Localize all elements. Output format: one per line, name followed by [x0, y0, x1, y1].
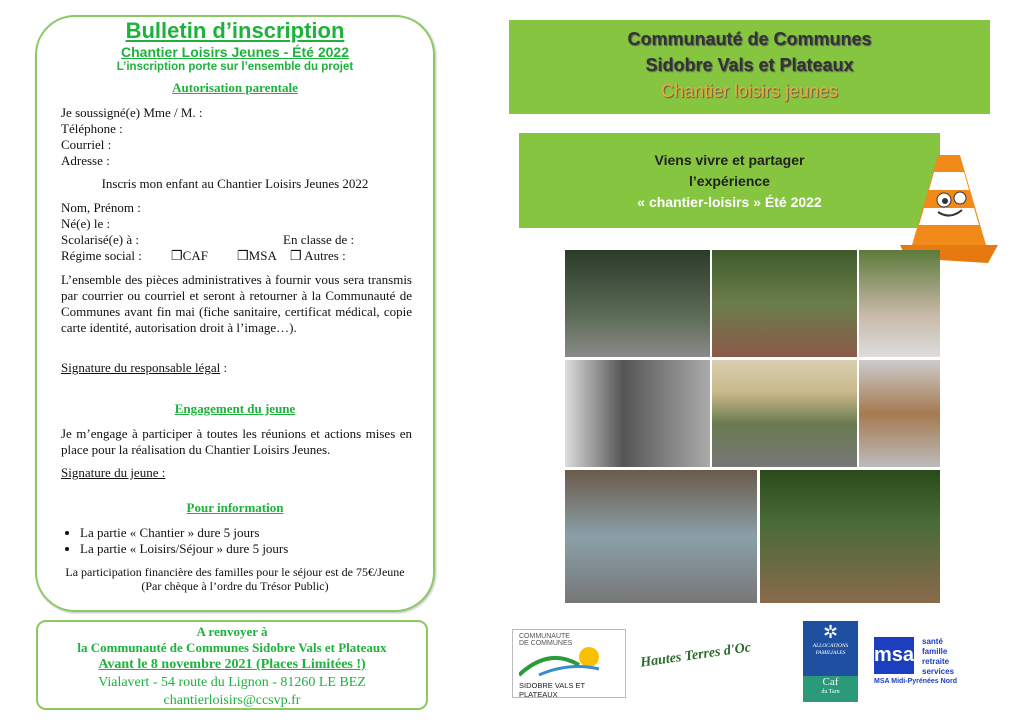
photo-garden	[712, 250, 857, 357]
parent-fields	[61, 105, 203, 169]
field-email[interactable]: Courriel :	[61, 137, 112, 152]
return-email[interactable]: chantierloisirs@ccsvp.fr	[163, 693, 301, 708]
header-banner	[509, 20, 990, 114]
photo-workshop-indoor	[565, 360, 710, 467]
enroll-text: Inscris mon enfant au Chantier Loisirs Jeunes 2022	[101, 176, 369, 191]
logo-msa-words	[922, 637, 954, 677]
logo-ccsvp-top: COMMUNAUTE DE COMMUNES	[519, 633, 573, 647]
checkbox-other[interactable]: ❒ Autres :	[290, 248, 346, 263]
logo-ccsvp	[512, 629, 626, 698]
info-list	[80, 525, 288, 557]
fee-note: (Par chèque à l’ordre du Trésor Public)	[141, 579, 329, 593]
caf-people-icon: ✲	[822, 622, 839, 642]
form-subtitle: Chantier Loisirs Jeunes - Été 2022	[121, 44, 349, 60]
photo-painting	[859, 360, 940, 467]
field-school[interactable]: Scolarisé(e) à :	[61, 232, 139, 247]
return-box	[36, 620, 428, 710]
engagement-text: Je m’engage à participer à toutes les réunions et actions mises en place pour la réalisation du Chantier Loisirs Jeunes.	[61, 426, 412, 457]
checkbox-msa[interactable]: ❒MSA	[237, 248, 277, 263]
photo-parking	[712, 360, 857, 467]
field-phone[interactable]: Téléphone :	[61, 121, 123, 136]
return-line1: A renvoyer à	[196, 624, 268, 639]
logo-msa-bottom: MSA Midi-Pyrénées Nord	[874, 678, 957, 685]
form-note: L’inscription porte sur l’ensemble du projet	[116, 61, 354, 73]
tagline-box	[519, 133, 940, 228]
info-heading: Pour information	[186, 500, 284, 515]
logo-ccsvp-bottom: SIDOBRE VALS ET PLATEAUX	[519, 681, 585, 699]
checkbox-caf[interactable]: ❒CAF	[171, 248, 208, 263]
header-line3: Chantier loisirs jeunes	[660, 81, 839, 101]
photo-digging	[760, 470, 940, 603]
return-deadline: Avant le 8 novembre 2021 (Places Limitées !)	[98, 657, 366, 672]
tagline-line2: l’expérience	[689, 173, 770, 189]
return-line2: la Communauté de Communes Sidobre Vals et Plateaux	[77, 640, 387, 655]
signature-legal-colon: :	[220, 360, 228, 375]
header-line1: Communauté de Communes	[627, 29, 872, 49]
msa-word: services	[922, 667, 955, 676]
photo-group-posing	[859, 250, 940, 357]
photo-group-outdoor	[565, 250, 710, 357]
engagement-heading: Engagement du jeune	[174, 401, 296, 416]
signature-youth: Signature du jeune :	[61, 465, 166, 480]
field-class[interactable]: En classe de :	[283, 232, 355, 247]
field-child-name[interactable]: Nom, Prénom :	[61, 200, 141, 215]
docs-text: L’ensemble des pièces administratives à fournir vous sera transmis par courrier ou courriel et seront à retourner à la Communauté de Communes avant fin mai (fiche sanitaire, certificat médical, copie carte identité, autorisation droit à l’image…).	[61, 272, 412, 335]
signature-legal	[61, 360, 227, 376]
fee-line: La participation financière des familles pour le séjour est de 75€/Jeune	[65, 565, 405, 579]
msa-word: santé	[922, 637, 943, 646]
tagline-line3: « chantier-loisirs » Été 2022	[637, 194, 822, 210]
logo-hautes-terres-doc: Hautes Terres d'Oc	[639, 640, 752, 671]
form-title: Bulletin d’inscription	[125, 18, 345, 43]
regime-label: Régime social :	[61, 248, 142, 263]
header-line2: Sidobre Vals et Plateaux	[645, 55, 854, 75]
caf-text: Caf	[822, 676, 839, 688]
signature-legal-label: Signature du responsable légal	[61, 360, 221, 375]
caf-top-text: ALLOCATIONS FAMILIALES	[812, 643, 849, 656]
logo-caf	[803, 621, 858, 702]
field-name[interactable]: Je soussigné(e) Mme / M. :	[61, 105, 203, 120]
photo-mural	[565, 470, 757, 603]
fee-info	[35, 565, 435, 593]
field-birthdate[interactable]: Né(e) le :	[61, 216, 111, 231]
child-fields	[61, 200, 141, 248]
hills-sun-icon	[519, 647, 619, 677]
caf-sub-text: du Tarn	[821, 689, 840, 695]
logo-msa-mark: msa	[874, 637, 914, 674]
msa-word: famille	[922, 647, 948, 656]
tagline-line1: Viens vivre et partager	[654, 152, 805, 168]
return-address: Vialavert - 54 route du Lignon - 81260 LE BEZ	[98, 675, 366, 690]
info-item: • La partie « Chantier » dure 5 jours	[80, 525, 288, 541]
msa-word: retraite	[922, 657, 950, 666]
info-item: • La partie « Loisirs/Séjour » dure 5 jours	[80, 541, 288, 557]
auth-heading: Autorisation parentale	[172, 80, 298, 95]
field-address[interactable]: Adresse :	[61, 153, 110, 168]
